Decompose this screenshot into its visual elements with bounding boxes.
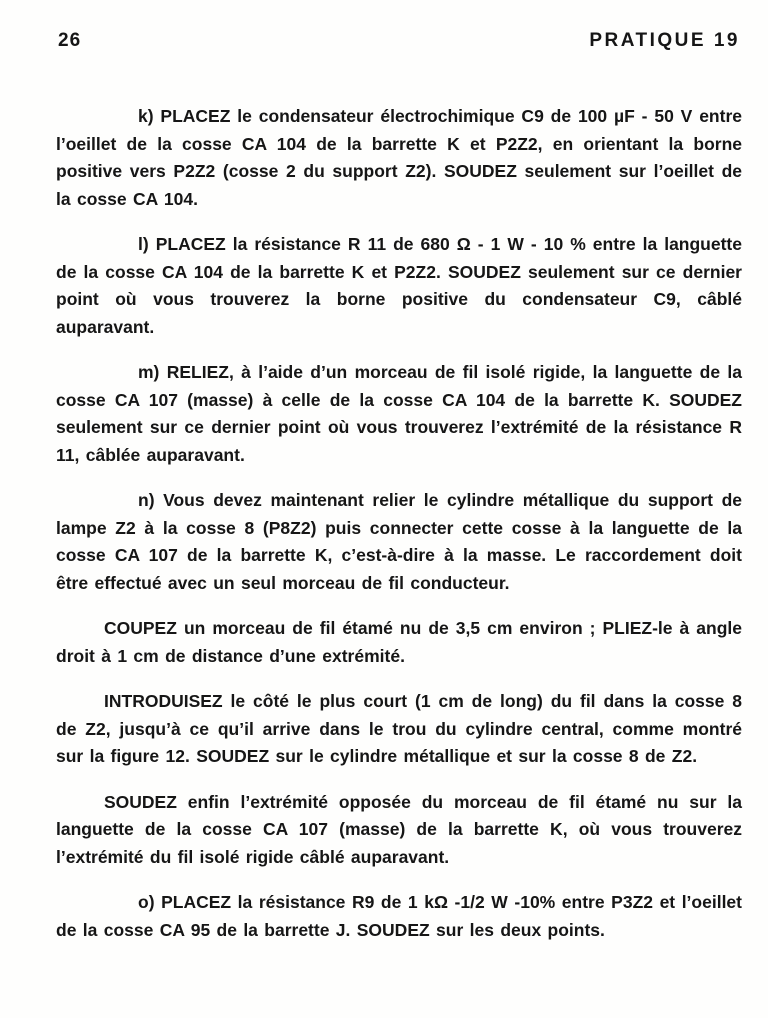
paragraph-n: n) Vous devez maintenant relier le cylindre métallique du support de lampe Z2 à la cosse 8 (P8Z2) puis connecter cette cosse à la languette de la cosse CA 107 de la barrette K, c’est-à-dire à la masse. Le raccordement doit être effectué avec un seul morceau de fil conducteur. bbox=[56, 490, 742, 593]
running-head: PRATIQUE 19 bbox=[589, 30, 740, 51]
paragraph-m: m) RELIEZ, à l’aide d’un morceau de fil isolé rigide, la languette de la cosse CA 107 (masse) à celle de la cosse CA 104 de la barrette K. SOUDEZ seulement sur ce dernier point où vous trouverez l’extrémité de la résistance R 11, câblée auparavant. bbox=[56, 362, 742, 465]
paragraph-introduisez: INTRODUISEZ le côté le plus court (1 cm de long) du fil dans la cosse 8 de Z2, jusqu’à ce qu’il arrive dans le trou du cylindre central, comme montré sur la figure 12. SOUDEZ sur le cylindre métallique et sur la cosse 8 de Z2. bbox=[56, 691, 742, 766]
body-text bbox=[56, 103, 742, 962]
page-header bbox=[58, 30, 740, 52]
paragraph-k: k) PLACEZ le condensateur électrochimique C9 de 100 µF - 50 V entre l’oeillet de la cosse CA 104 de la barrette K et P2Z2, en orientant la borne positive vers P2Z2 (cosse 2 du support Z2). SOUDEZ seulement sur l’oeillet de la cosse CA 104. bbox=[56, 106, 742, 209]
page-number: 26 bbox=[58, 30, 82, 51]
paragraph-coupez: COUPEZ un morceau de fil étamé nu de 3,5 cm environ ; PLIEZ-le à angle droit à 1 cm de distance d’une extrémité. bbox=[56, 618, 742, 666]
paragraph-l: l) PLACEZ la résistance R 11 de 680 Ω - 1 W - 10 % entre la languette de la cosse CA 104 de la barrette K et P2Z2. SOUDEZ seulement sur ce dernier point où vous trouverez la borne positive du condensateur C9, câblé auparavant. bbox=[56, 234, 742, 337]
paragraph-o: o) PLACEZ la résistance R9 de 1 kΩ -1/2 W -10% entre P3Z2 et l’oeillet de la cosse CA 95 de la barrette J. SOUDEZ sur les deux points. bbox=[56, 892, 742, 940]
paragraph-soudez: SOUDEZ enfin l’extrémité opposée du morceau de fil étamé nu sur la languette de la cosse CA 107 (masse) de la barrette K, où vous trouverez l’extrémité du fil isolé rigide câblé auparavant. bbox=[56, 791, 742, 867]
